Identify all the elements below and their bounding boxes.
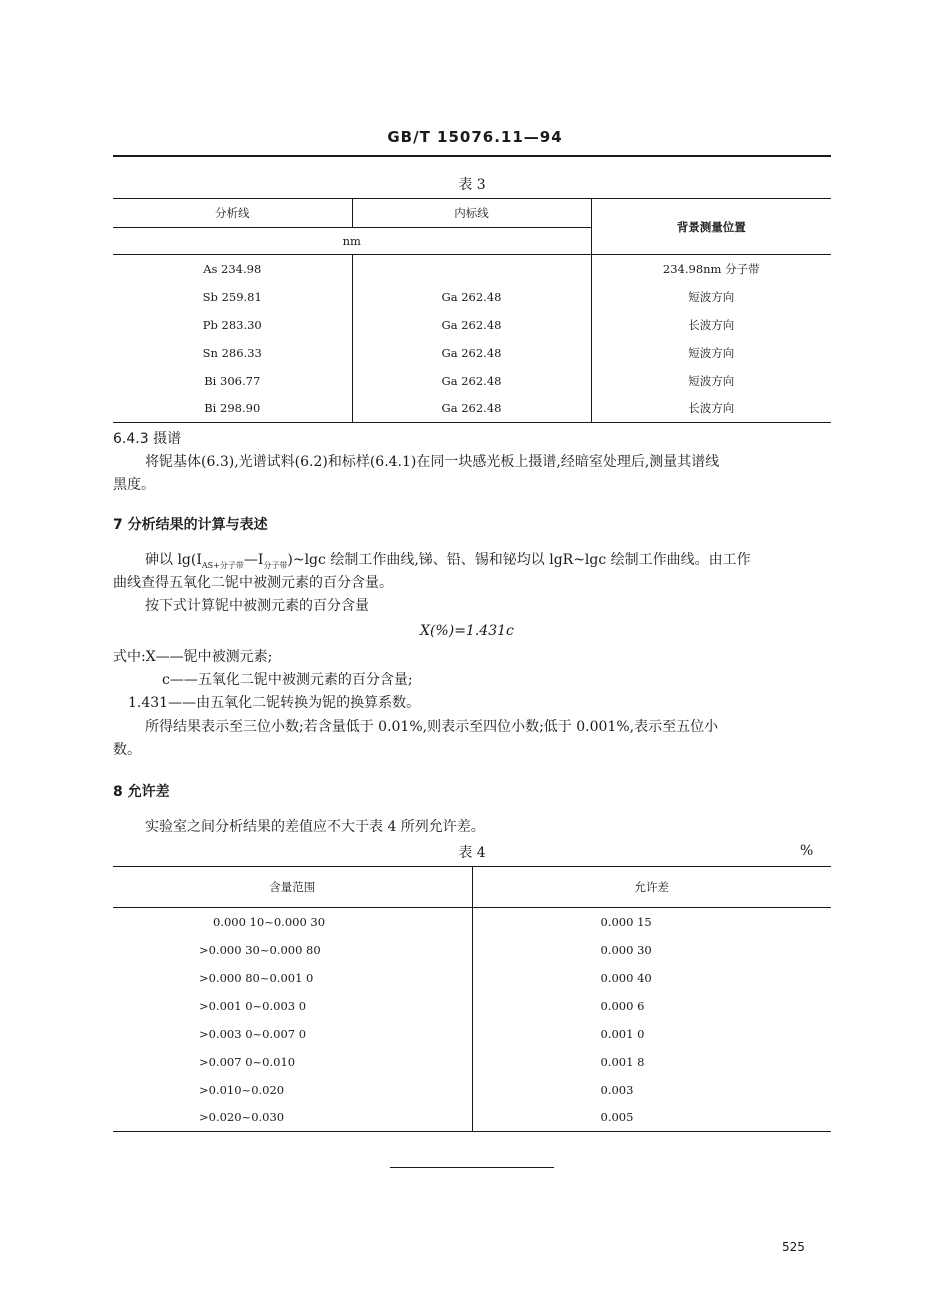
para1-text-a: 砷以 lg(I — [145, 552, 202, 568]
para1-text-c: )~lgc 绘制工作曲线,锑、铅、锡和铋均以 lgR~lgc 绘制工作曲线。由工作 — [287, 552, 751, 568]
table-row — [113, 367, 831, 395]
end-rule — [390, 1167, 554, 1168]
section-7-title: 7 分析结果的计算与表述 — [113, 517, 268, 533]
table-row — [113, 936, 831, 964]
section-6-4-3-text-line1: 将铌基体(6.3),光谱试料(6.2)和标样(6.4.1)在同一块感光板上摄谱,经暗室处理后,测量其谱线 — [145, 454, 720, 470]
document-code: GB/T 15076.11—94 — [387, 128, 563, 146]
table-row — [113, 311, 831, 339]
table3-cell-line: Bi 306.77 — [204, 373, 261, 388]
table4-cell-range: >0.003 0~0.007 0 — [199, 1026, 307, 1041]
section-6-4-3-title: 6.4.3 摄谱 — [113, 431, 182, 447]
subscript-band: 分子带 — [263, 560, 288, 570]
table4-cell-range: >0.010~0.020 — [199, 1082, 285, 1097]
table4-cell-range: >0.007 0~0.010 — [199, 1054, 296, 1069]
table3-cell-internal: Ga 262.48 — [352, 395, 591, 423]
table3-cell-internal: Ga 262.48 — [352, 283, 591, 311]
table3-cell-background: 短波方向 — [591, 283, 831, 311]
coefficient-definition: 1.431——由五氧化二铌转换为铌的换算系数。 — [128, 695, 421, 711]
table4-cell-tolerance: 0.000 15 — [472, 908, 831, 936]
section-7-para2: 按下式计算铌中被测元素的百分含量 — [145, 598, 369, 614]
formula: X(%)=1.431c — [420, 623, 514, 639]
table-row — [113, 255, 831, 283]
table3-head-line: 分析线 — [215, 206, 250, 220]
table-row — [113, 992, 831, 1020]
subscript-as-band: AS+分子带 — [201, 560, 244, 570]
table4-cell-tolerance: 0.000 40 — [472, 964, 831, 992]
table4-cell-tolerance: 0.001 0 — [472, 1020, 831, 1048]
table-row — [113, 1020, 831, 1048]
table-row — [113, 395, 831, 423]
table3-caption: 表 3 — [458, 177, 486, 193]
table3-cell-background: 短波方向 — [591, 339, 831, 367]
table3-head-internal: 内标线 — [352, 199, 591, 228]
table4-cell-tolerance: 0.001 8 — [472, 1048, 831, 1076]
table4-unit: % — [800, 843, 814, 859]
table3-cell-line: Sn 286.33 — [202, 345, 262, 360]
table3-head-background: 背景测量位置 — [591, 199, 831, 255]
section-7-para3-line1: 所得结果表示至三位小数;若含量低于 0.01%,则表示至四位小数;低于 0.001%,表示至五位小 — [145, 719, 719, 735]
table3-cell-background: 短波方向 — [591, 367, 831, 395]
table-row — [113, 1076, 831, 1104]
table3-cell-line: Pb 283.30 — [202, 317, 262, 332]
table-row — [113, 1048, 831, 1076]
section-8-text: 实验室之间分析结果的差值应不大于表 4 所列允许差。 — [145, 819, 485, 835]
table3-cell-internal: Ga 262.48 — [352, 339, 591, 367]
table3-cell-line: Sb 259.81 — [202, 289, 262, 304]
table3-cell-background: 234.98nm 分子带 — [591, 255, 831, 283]
header-rule — [113, 155, 831, 157]
table3-cell-line: Bi 298.90 — [204, 401, 261, 416]
table-row — [113, 1104, 831, 1132]
table3-cell-internal: Ga 262.48 — [352, 367, 591, 395]
table3-cell-background: 长波方向 — [591, 395, 831, 423]
table4-head-range: 含量范围 — [113, 867, 472, 908]
table4-head-tolerance: 允许差 — [472, 867, 831, 908]
table3-cell-internal: Ga 262.48 — [352, 311, 591, 339]
table4-caption: 表 4 — [458, 845, 486, 861]
table-row — [113, 908, 831, 936]
page-number: 525 — [782, 1240, 805, 1254]
table4-cell-range: >0.000 80~0.001 0 — [199, 970, 314, 985]
table-row — [113, 964, 831, 992]
table4-cell-range: >0.000 30~0.000 80 — [199, 942, 321, 957]
table4-cell-tolerance: 0.000 6 — [472, 992, 831, 1020]
where-clause: 式中:X——铌中被测元素; — [113, 649, 273, 665]
table4-cell-range: 0.000 10~0.000 30 — [213, 914, 326, 929]
para1-text-b: —I — [243, 552, 264, 568]
section-8-title: 8 允许差 — [113, 784, 170, 800]
section-7-para3-line2: 数。 — [113, 742, 141, 758]
table4-cell-tolerance: 0.005 — [472, 1104, 831, 1132]
table3-cell-line: As 234.98 — [203, 261, 262, 276]
section-6-4-3-text-line2: 黑度。 — [113, 477, 155, 493]
table4-cell-range: >0.001 0~0.003 0 — [199, 998, 307, 1013]
table-row — [113, 339, 831, 367]
table-row — [113, 283, 831, 311]
table3-cell-internal — [352, 255, 591, 283]
table3 — [113, 198, 831, 423]
table3-cell-background: 长波方向 — [591, 311, 831, 339]
table4-cell-range: >0.020~0.030 — [199, 1110, 285, 1125]
table4 — [113, 866, 831, 1132]
table3-head-unit: nm — [113, 228, 591, 255]
c-definition: c——五氧化二铌中被测元素的百分含量; — [162, 672, 413, 688]
table4-cell-tolerance: 0.000 30 — [472, 936, 831, 964]
table4-cell-tolerance: 0.003 — [472, 1076, 831, 1104]
section-7-para1-line2: 曲线查得五氧化二铌中被测元素的百分含量。 — [113, 575, 393, 591]
